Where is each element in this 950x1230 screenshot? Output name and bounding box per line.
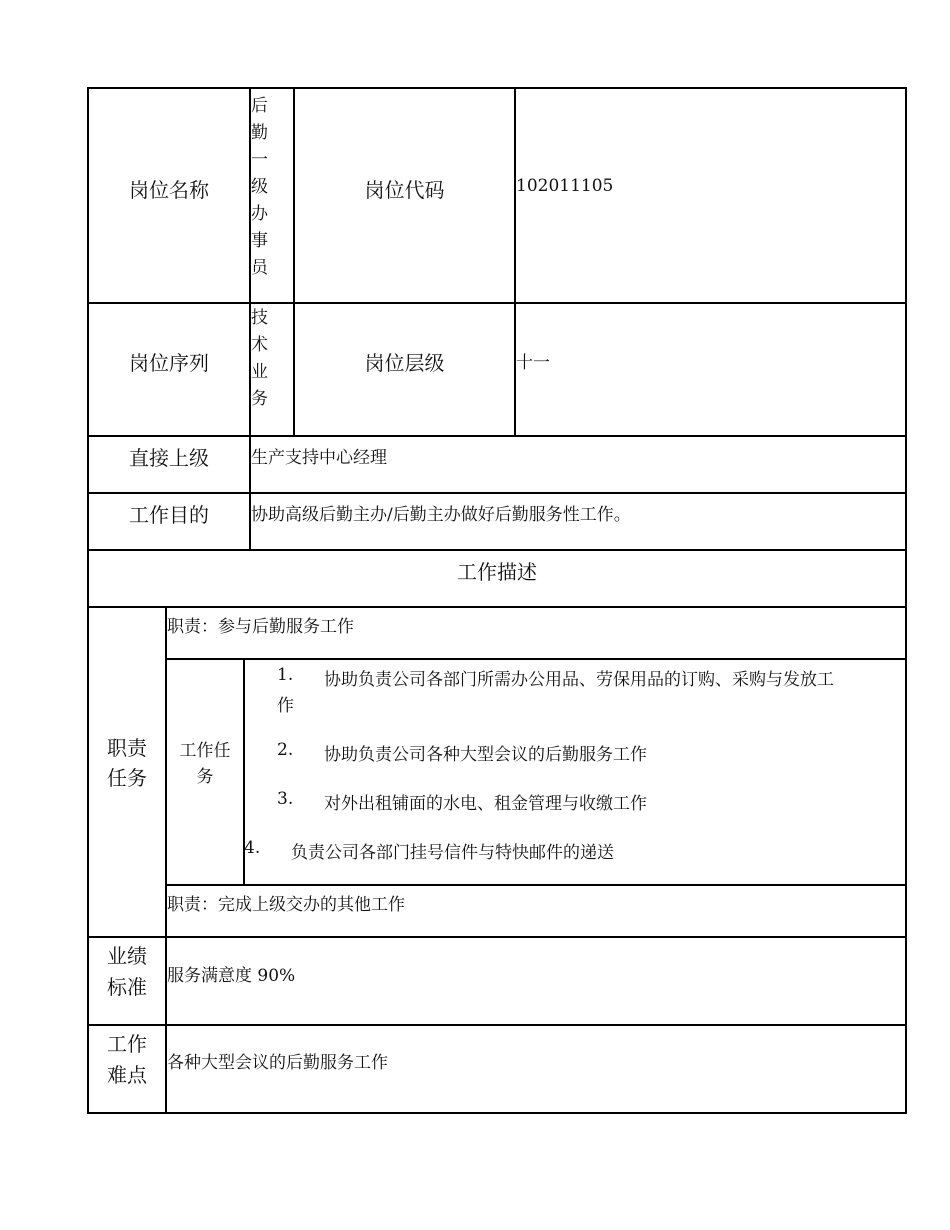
position-name-value: 后勤一级办事员 (251, 96, 268, 278)
table-border-right (905, 87, 907, 1114)
task-2-text: 协助负责公司各种大型会议的后勤服务工作 (324, 745, 647, 765)
row-divider (88, 435, 907, 437)
row-divider (166, 658, 907, 660)
row-divider (88, 1024, 907, 1026)
difficulty-label (89, 1029, 165, 1091)
row-divider (88, 302, 907, 304)
tasks-label-line1: 工作任 (179, 741, 231, 761)
row-divider (88, 936, 907, 938)
tasks-label (167, 738, 243, 790)
tasks-label-line2: 务 (196, 767, 214, 787)
task-4-number: 4. (244, 838, 261, 858)
task-1-text: 协助负责公司各部门所需办公用品、劳保用品的订购、采购与发放工 (324, 670, 834, 690)
position-name-label: 岗位名称 (129, 178, 209, 202)
work-purpose-value: 协助高级后勤主办/后勤主办做好后勤服务性工作。 (251, 505, 631, 525)
position-sequence-value: 技术业务 (251, 308, 268, 409)
task-1-text-continued: 作 (277, 696, 294, 716)
position-code-value: 102011105 (516, 176, 614, 196)
performance-value: 服务满意度 90% (167, 966, 296, 986)
task-1-number: 1. (277, 665, 294, 685)
section-title: 工作描述 (457, 560, 537, 584)
position-level-label: 岗位层级 (364, 351, 445, 375)
duty-1: 职责：参与后勤服务工作 (167, 617, 354, 637)
performance-label (89, 941, 165, 1003)
table-border-top (88, 87, 907, 89)
row-divider (166, 884, 907, 886)
work-purpose-label: 工作目的 (129, 503, 209, 527)
column-divider (293, 87, 295, 436)
difficulty-label-line2: 难点 (107, 1063, 147, 1087)
duty-2: 职责：完成上级交办的其他工作 (167, 895, 405, 915)
table-border-bottom (88, 1112, 907, 1114)
row-divider (88, 549, 907, 551)
task-2-number: 2. (277, 740, 294, 760)
row-divider (88, 492, 907, 494)
direct-superior-label: 直接上级 (129, 446, 209, 470)
row-divider (88, 606, 907, 608)
duties-label-line1: 职责 (107, 736, 147, 760)
duties-label-line2: 任务 (107, 766, 147, 790)
difficulty-value: 各种大型会议的后勤服务工作 (167, 1053, 388, 1073)
duties-label (89, 733, 165, 793)
performance-label-line2: 标准 (107, 975, 147, 999)
task-4-text: 负责公司各部门挂号信件与特快邮件的递送 (291, 843, 614, 863)
position-sequence-label: 岗位序列 (129, 351, 209, 375)
position-level-value: 十一 (516, 353, 550, 373)
difficulty-label-line1: 工作 (107, 1032, 147, 1056)
direct-superior-value: 生产支持中心经理 (251, 448, 387, 468)
column-divider (165, 606, 167, 1114)
task-3-text: 对外出租铺面的水电、租金管理与收缴工作 (324, 794, 647, 814)
position-code-label: 岗位代码 (364, 178, 445, 202)
column-divider (514, 87, 516, 436)
task-3-number: 3. (277, 789, 294, 809)
performance-label-line1: 业绩 (107, 944, 147, 968)
